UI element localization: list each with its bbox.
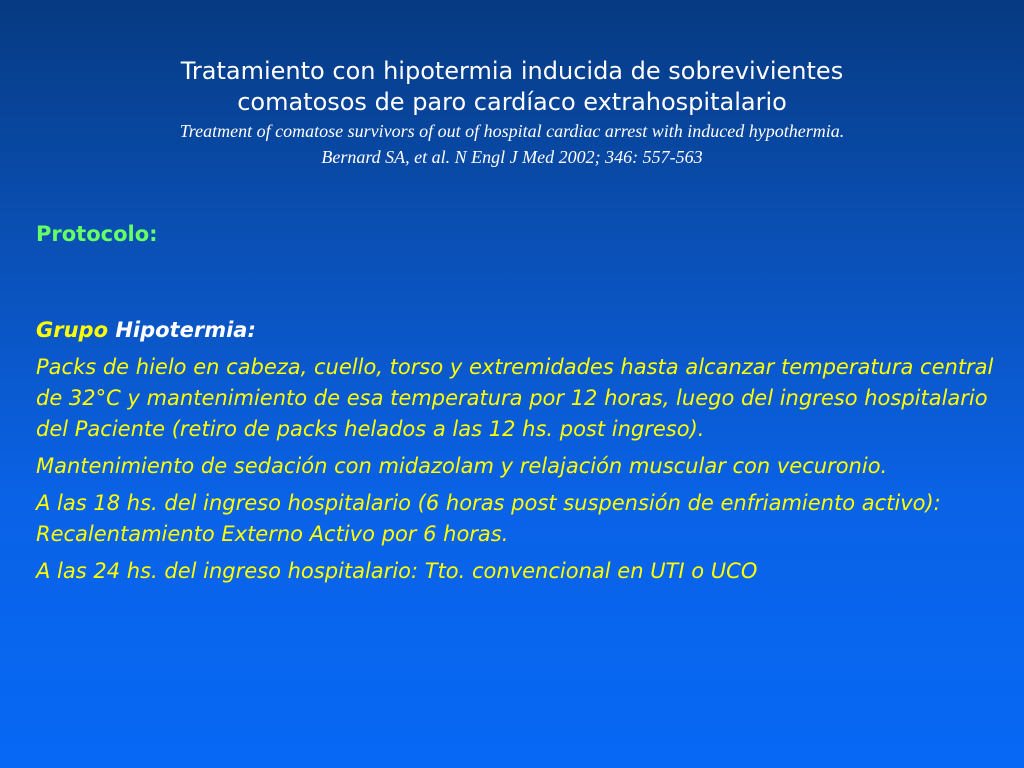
title-line-2: comatosos de paro cardíaco extrahospitalario	[237, 88, 787, 116]
title-line-1: Tratamiento con hipotermia inducida de sobrevivientes	[180, 57, 844, 85]
paragraph-4: A las 24 hs. del ingreso hospitalario: Tto. convencional en UTI o UCO	[36, 559, 758, 583]
citation-line-2: Bernard SA, et al. N Engl J Med 2002; 346: 557-563	[321, 147, 703, 167]
citation-line-1: Treatment of comatose survivors of out of hospital cardiac arrest with induced hypothermia.	[179, 121, 845, 141]
title-block	[0, 56, 1024, 170]
slide-body	[36, 218, 996, 587]
paragraph-1: Packs de hielo en cabeza, cuello, torso y extremidades hasta alcanzar temperatura central de 32°C y mantenimiento de esa temperatura por 12 horas, luego del ingreso hospitalario del Paciente (retiro de packs helados a las 12 hs. post ingreso).	[36, 355, 994, 441]
paragraph-2: Mantenimiento de sedación con midazolam y relajación muscular con vecuronio.	[36, 454, 888, 478]
paragraph-3: A las 18 hs. del ingreso hospitalario (6 horas post suspensión de enfriamiento activo): Recalentamiento Externo Activo por 6 horas.	[36, 491, 941, 546]
group-name: Hipotermia:	[115, 318, 256, 342]
section-heading: Protocolo:	[36, 222, 158, 246]
group-heading	[36, 314, 996, 346]
group-word: Grupo	[36, 318, 109, 342]
